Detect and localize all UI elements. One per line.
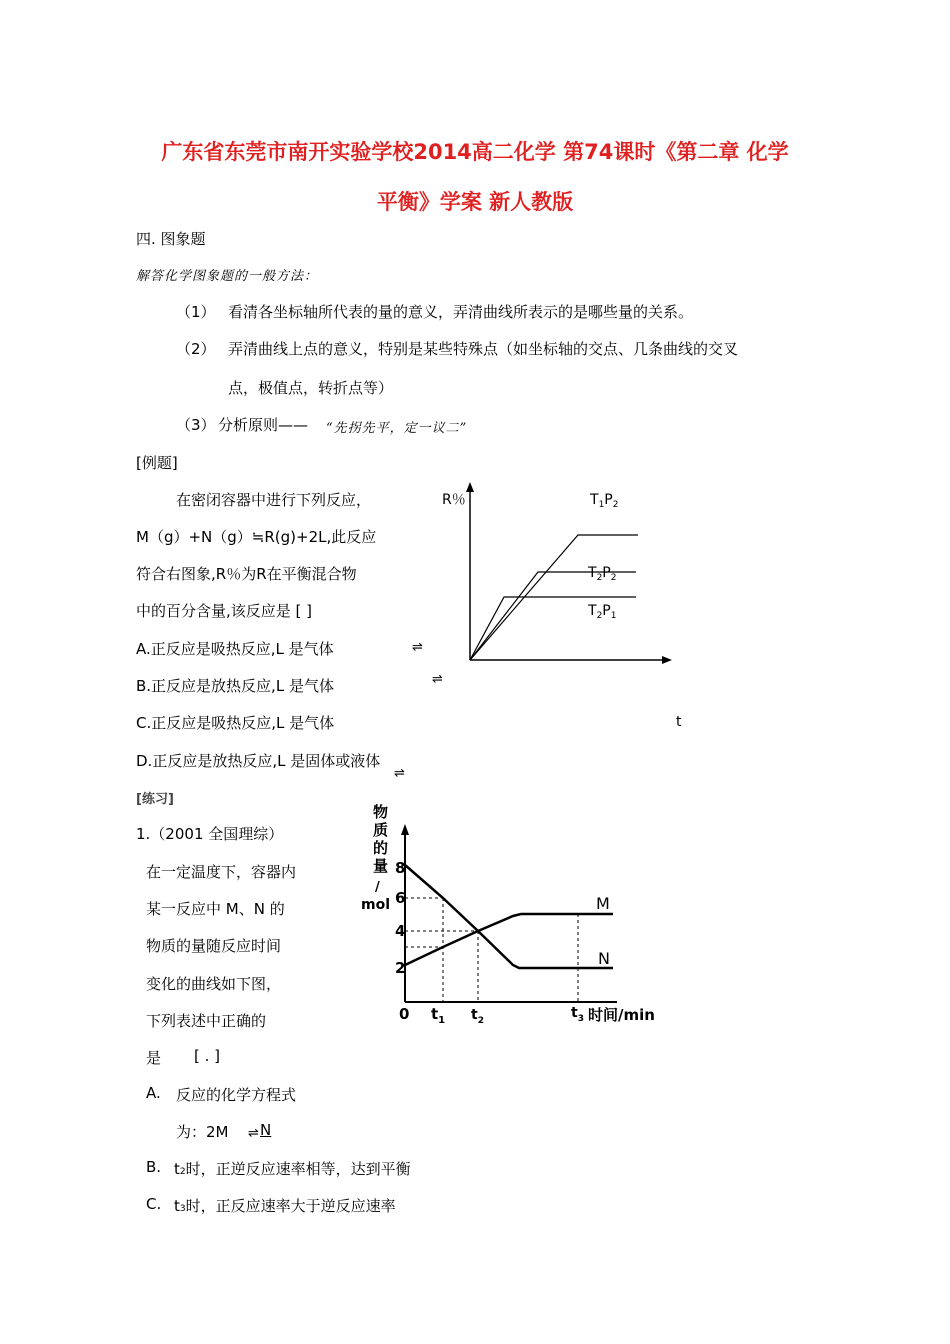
- example-option-d: D.正反应是放热反应,L 是固体或液体: [136, 752, 381, 770]
- practice-line-4: 变化的曲线如下图，: [146, 975, 282, 993]
- step-1-text: 看清各坐标轴所代表的量的意义，弄清曲线所表示的是哪些量的关系。: [228, 303, 694, 321]
- step-2-text-cont: 点，极值点，转折点等）: [228, 379, 394, 397]
- chart1-label-t2p2: $T_2P_2$: [588, 565, 617, 583]
- example-label: [例题]: [136, 454, 178, 472]
- chart2-x-tick-t3: $t_3$: [571, 1005, 584, 1024]
- method-heading: 解答化学图象题的一般方法：: [136, 269, 319, 284]
- example-option-a: A.正反应是吸热反应,L 是气体: [136, 640, 334, 658]
- practice-line-2: 某一反应中 M、N 的: [146, 900, 285, 918]
- section-heading: 四. 图象题: [136, 230, 206, 248]
- example-line-2: M（g）+N（g）≒R(g)+2L,此反应: [136, 528, 377, 546]
- practice-option-a-equation: 为：2M: [176, 1123, 229, 1141]
- practice-line-5: 下列表述中正确的: [146, 1012, 267, 1030]
- practice-option-b-text: t2时，正逆反应速率相等，达到平衡: [174, 1160, 411, 1178]
- practice-option-a-text: 反应的化学方程式: [176, 1086, 297, 1104]
- chart1-label-t1p2: $T_1P_2$: [590, 492, 619, 510]
- equilibrium-symbol: ⇌: [394, 766, 403, 781]
- example-option-b: B.正反应是放热反应,L 是气体: [136, 677, 334, 695]
- practice-chart: [355, 795, 675, 1035]
- chart1-label-t2p1: $T_2P_1$: [588, 603, 617, 621]
- document-title-line1: 广东省东莞市南开实验学校2014高二化学 第74课时《第二章 化学: [161, 140, 789, 164]
- practice-label: [练习]: [136, 792, 174, 807]
- example-option-c: C.正反应是吸热反应,L 是气体: [136, 714, 335, 732]
- chart2-y-unit-slash: /: [375, 880, 380, 895]
- chart2-y-title-4: 量: [373, 857, 389, 875]
- step-3-number: （3）: [176, 416, 216, 434]
- practice-option-b-letter: B.: [146, 1158, 162, 1176]
- practice-answer-bracket: [ . ]: [194, 1047, 221, 1065]
- practice-question-number: 1.（2001 全国理综）: [136, 825, 284, 843]
- chart1-x-arrow: [662, 656, 672, 664]
- step-3-quote: “先拐先平，定一议二”: [326, 421, 468, 436]
- practice-line-3: 物质的量随反应时间: [146, 937, 282, 955]
- chart2-y-title-2: 质: [373, 821, 389, 839]
- chart1-y-label: R％: [442, 492, 466, 508]
- practice-option-c-letter: C.: [146, 1195, 162, 1213]
- chart2-x-tick-t2: $t_2$: [471, 1007, 484, 1026]
- step-2-text: 弄清曲线上点的意义，特别是某些特殊点（如坐标轴的交点、几条曲线的交叉: [228, 340, 739, 358]
- chart2-x-tick-t1: $t_1$: [431, 1005, 446, 1026]
- chart2-y-arrow: [401, 824, 409, 835]
- chart2-y-tick-4: 4: [395, 922, 406, 940]
- step-3-text: 分析原则——: [218, 416, 309, 434]
- example-chart: [430, 480, 690, 740]
- step-2-number: （2）: [176, 340, 216, 358]
- chart2-x-tick-origin: 0: [399, 1005, 410, 1023]
- practice-option-a-letter: A.: [146, 1084, 161, 1102]
- chart2-curve-m: [405, 914, 613, 965]
- chart2-y-tick-2: 2: [395, 959, 406, 977]
- practice-option-c-text: t3时，正反应速率大于逆反应速率: [174, 1197, 396, 1215]
- chart2-y-tick-6: 6: [395, 889, 406, 907]
- chart2-y-title-1: 物: [373, 803, 389, 821]
- chart2-series-n-label: N: [598, 949, 610, 968]
- chart1-x-label: t: [676, 714, 682, 730]
- chart1-y-arrow: [466, 482, 474, 492]
- chart2-x-title: 时间/min: [588, 1006, 655, 1024]
- practice-line-1: 在一定温度下，容器内: [146, 863, 297, 881]
- equilibrium-symbol: ⇌: [248, 1126, 257, 1141]
- equilibrium-symbol: ⇌: [412, 640, 421, 655]
- document-title-line2: 平衡》学案 新人教版: [376, 190, 574, 214]
- step-1-number: （1）: [176, 303, 216, 321]
- chart2-series-m-label: M: [596, 894, 610, 913]
- example-line-1: 在密闭容器中进行下列反应，: [176, 491, 372, 509]
- chart2-y-unit: mol: [361, 897, 391, 913]
- chart2-y-tick-8: 8: [395, 859, 406, 877]
- practice-line-6: 是: [146, 1049, 162, 1067]
- example-line-4: 中的百分含量,该反应是 [ ]: [136, 602, 313, 620]
- equilibrium-symbol: ⇌: [432, 672, 441, 687]
- chart2-y-title-3: 的: [373, 839, 389, 857]
- example-line-3: 符合右图象,R％为R在平衡混合物: [136, 565, 357, 583]
- practice-option-a-product: N: [260, 1121, 272, 1139]
